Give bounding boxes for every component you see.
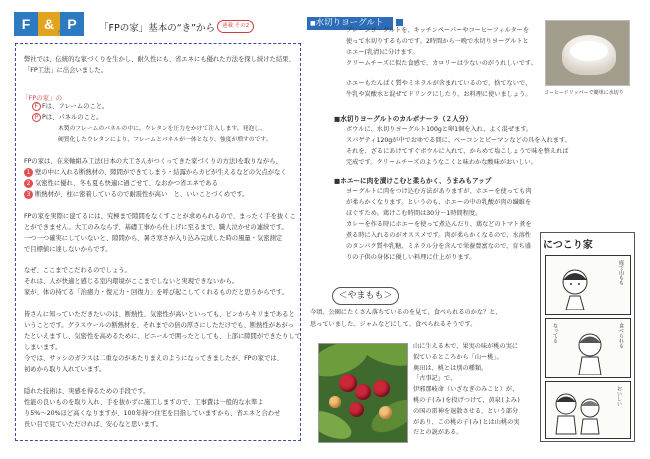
yogurt-intro-3: ホエー(乳清)に分けます。 <box>346 49 419 56</box>
recipe2-line-4: カレーを作る時にホエーを使って煮込んだり、鶏などのトマト煮を <box>346 221 532 228</box>
f-circle-icon: F <box>32 102 41 111</box>
character-1-drawing <box>550 266 600 310</box>
para6-line-2: 性能の良いものを取り入れ、手を抜かずに施工しますので、工事費は一般的な水準よ <box>24 399 264 406</box>
number-2-icon: 2 <box>24 179 33 188</box>
yogurt-intro-4: クリームチーズに似た食感で、カロリーは少ないのがうれしいです。 <box>346 60 537 67</box>
para5-line-1: 皆さんに知っていただきたいのは、断熱性、気密性が高いといっても、ピンからキリまであると <box>24 311 295 318</box>
bullet-icon: ■ <box>334 177 341 185</box>
comic-bubble-2: なってる <box>552 323 558 343</box>
yama-line-1: 山に生える木で、果実の味が桃の実に <box>413 343 519 350</box>
para6-line-3: り5%～20%ほど高くなりますが、100年持つ住宅を目指していますから、省エネと合わせ <box>24 410 281 417</box>
para3-line-4: で目標値に達しないからです。 <box>24 246 112 253</box>
bullet-icon: ■ <box>334 115 341 123</box>
yogurt-shape <box>570 41 608 61</box>
yamamomo-description <box>413 342 521 439</box>
para6-line-4: 長い目で見ていただければ、安心なと思います。 <box>24 421 163 428</box>
para3-line-3: 一つ一つ確実にしていないと、隙間から、暑さ寒さが入り込み完成した時の風量・気密測定 <box>24 235 283 242</box>
comic-title: につこり家 <box>543 240 593 251</box>
yama-line-3: 奥田は、桃とは別の種類。 <box>413 364 488 372</box>
column-title: 「FPの家」基本の“き”から <box>99 23 216 34</box>
p-definition: P Pは、パネルのこと。 <box>32 113 102 124</box>
intro-line-2: 「FP工法」に出会いました。 <box>24 67 107 74</box>
number-1-icon: 1 <box>24 168 33 177</box>
comic-strip <box>540 232 635 442</box>
para5-line-4: しまいます。 <box>24 344 62 351</box>
comic-bubble-3: 食べられる <box>618 323 624 348</box>
recipe2-line-6: のタンパク質や乳糖、ミネラル分を含んで栄養豊富なので、育ち盛 <box>346 243 531 250</box>
yama-line-7: の国の雷神を退散させる、という部分 <box>413 407 519 415</box>
recipe2-line-3: ほぐすため。鶏けこむ時間は30分～1時間程度。 <box>346 210 482 217</box>
yamamomo-banner: ＜やまもも＞ <box>332 287 399 305</box>
recipe1-line-1: ボウルに、水切りヨーグルト100gと卵1個を入れ、よく混ぜます。 <box>346 126 533 133</box>
recipe2-line-1: ヨーグルトに肉をつけ込む方法がありますが、ホエーを使っても肉 <box>346 188 532 195</box>
feature-3: 3 断熱材が、柱に密着しているので耐震性が高い と、いいことづくめです。 <box>24 190 248 201</box>
photo-caption: コーヒードリッパーで簡単に水切り <box>544 90 624 96</box>
para4-line-3: 家が、体の持てる「治癒力・復元力・回復力」を呼び起こしてくれるものだと思うからです。 <box>24 289 288 296</box>
section-end-square <box>396 19 403 26</box>
para5-line-5: 今では、サッシのガラスは二重なのがあたりまえのようになってきましたが、FPの家では、 <box>24 355 283 362</box>
yamamomo-intro-2: 思っていました。ジャムなどにして、食べられるそうです。 <box>310 321 477 328</box>
yogurt-intro-2: 使って水切りするものです。2時間から一晩で水切りヨーグルトと <box>346 38 529 45</box>
comic-panel-1 <box>545 255 631 315</box>
number-3-icon: 3 <box>24 190 33 199</box>
section-heading-yogurt: ■水切りヨーグルト <box>307 17 393 30</box>
para5-line-3: たといえますし、気密性を高めるために、ビニールで囲ったとしても、上部に隙間ができたりして <box>24 333 301 340</box>
yama-line-9: だとの説がある。 <box>413 429 463 437</box>
p-circle-icon: P <box>32 113 41 122</box>
characters-3-drawing <box>550 388 606 436</box>
recipe2-line-5: 煮る時に入れるのがオススメです。肉が柔らかくなるので、水溶性 <box>346 232 531 239</box>
para5-line-6: 初めから取り入れています。 <box>24 366 106 373</box>
recipe1-line-2: スパゲティ120gが中でおゆでる間に、ベーコンとピーマンなどの具を入れます。 <box>346 137 571 144</box>
para4-line-1: なぜ、ここまでこだわるのでしょう。 <box>24 267 131 274</box>
series-badge: 連載 その2 <box>217 20 254 33</box>
yama-line-8: があり、この桃の子(み)とは山桃の実 <box>413 418 520 426</box>
recipe1-heading: ■水切りヨーグルトのカルボナーラ（２人分） <box>334 115 472 123</box>
logo-letter-p: P <box>60 12 84 36</box>
comic-panel-2 <box>545 318 631 378</box>
logo-letter-f: F <box>14 12 38 36</box>
logo-subtitle: FP no ie <box>58 30 78 36</box>
para4-line-2: それは、人が快適と感じる室内環境がここまでしないと実現できないから。 <box>24 278 239 285</box>
whey-line-2: 牛乳や炭酸水と混ぜてドリンクにしたり、お料理に使いましょう。 <box>346 91 532 98</box>
detail-line-2: 硬質化したウレタンにより、フレームとパネルが一体となり、強度が増すのです。 <box>58 137 272 143</box>
bullet-icon: ■ <box>310 20 316 27</box>
para6-line-1: 隠れた技術は、実感を得るための手段です。 <box>24 388 150 395</box>
yama-line-5: 伊邪那岐命（いざなぎのみこと）が、 <box>413 386 519 394</box>
detail-line-1: 木製のフレームのパネルの中に、ウレタンを圧力をかけて注入します。発泡し、 <box>58 126 266 132</box>
yama-line-4: 「古事記」で、 <box>413 375 457 383</box>
character-2-drawing <box>570 331 610 375</box>
feature-1: 1 壁の中に入れる断熱材の、隙間ができてしまう・結露からカビが生えるなどの欠点がなく <box>24 168 287 179</box>
para3-line-2: とができません。大工のみならず、基礎工事から仕上げに至るまで、職人泣かせの連続です。 <box>24 224 288 231</box>
logo-ampersand: & <box>38 12 60 36</box>
f-definition: F Fは、フレームのこと。 <box>32 102 108 113</box>
feature-2: 2 気密性に優れ、冬も夏も快適に過ごせて、なおかつ省エネである <box>24 179 218 190</box>
recipe2-line-2: が柔らかくなります。というのも、ホエーの中の乳酸が肉の繊維を <box>346 199 532 206</box>
yamamomo-intro-1: 今頃、公園にたくさん落ちているのを見て、食べられるのかな？と、 <box>310 309 502 316</box>
comic-bubble-4: おいしい <box>616 386 622 406</box>
comic-bubble-1: 庭で山もも <box>618 260 624 285</box>
yama-line-2: 似ているところから「山ー桃」。 <box>413 353 503 361</box>
fp-house-heading: 「FPの家」の <box>22 94 63 102</box>
whey-line-1: ホエーもたんぱく質やミネラルが含まれているので、捨てないで、 <box>346 80 532 87</box>
recipe2-line-7: りの子供の身体に優しい料理に仕上がります。 <box>346 254 476 261</box>
recipe1-line-4: 完成です。クリームチーズのようなこくと味わかな酸味がおいしい。 <box>346 159 537 166</box>
recipe1-line-3: それを、ざるにあけてすぐボウルに入れて、からめて塩こしょうで味を整えれば <box>346 148 569 155</box>
yamamomo-photo <box>318 343 408 443</box>
yama-line-6: 桃の子(み)を投げつけて、黄泉(よみ) <box>413 396 521 404</box>
para3-line-1: FPの家を実際に建てるには、究極まで隙間をなくすことが求められるので、まったく手を抜くこ <box>24 213 296 220</box>
features-intro: FPの家は、在来軸組み工法(日本の大工さんがつくってきた家づくりの方法)を取りながら、 <box>24 158 282 165</box>
para5-line-2: いうことです。グラスウールの断熱材を、それまでの倍の厚さにしただけでも、断熱性があがっ <box>24 322 294 329</box>
yogurt-dripper-photo <box>545 20 630 86</box>
intro-line-1: 弊社では、伝統的な家づくりを生かし、耐久性にも、省エネにも優れた方法を探し続けた結果、 <box>24 56 295 63</box>
comic-panel-3 <box>545 381 631 439</box>
recipe2-heading: ■ホエーに肉を漬けこむと柔らかく、うまみもアップ <box>334 177 492 185</box>
yogurt-intro-1: プレーンヨーグルトを、キッチンペーパーやコーヒーフィルターを <box>346 27 530 34</box>
